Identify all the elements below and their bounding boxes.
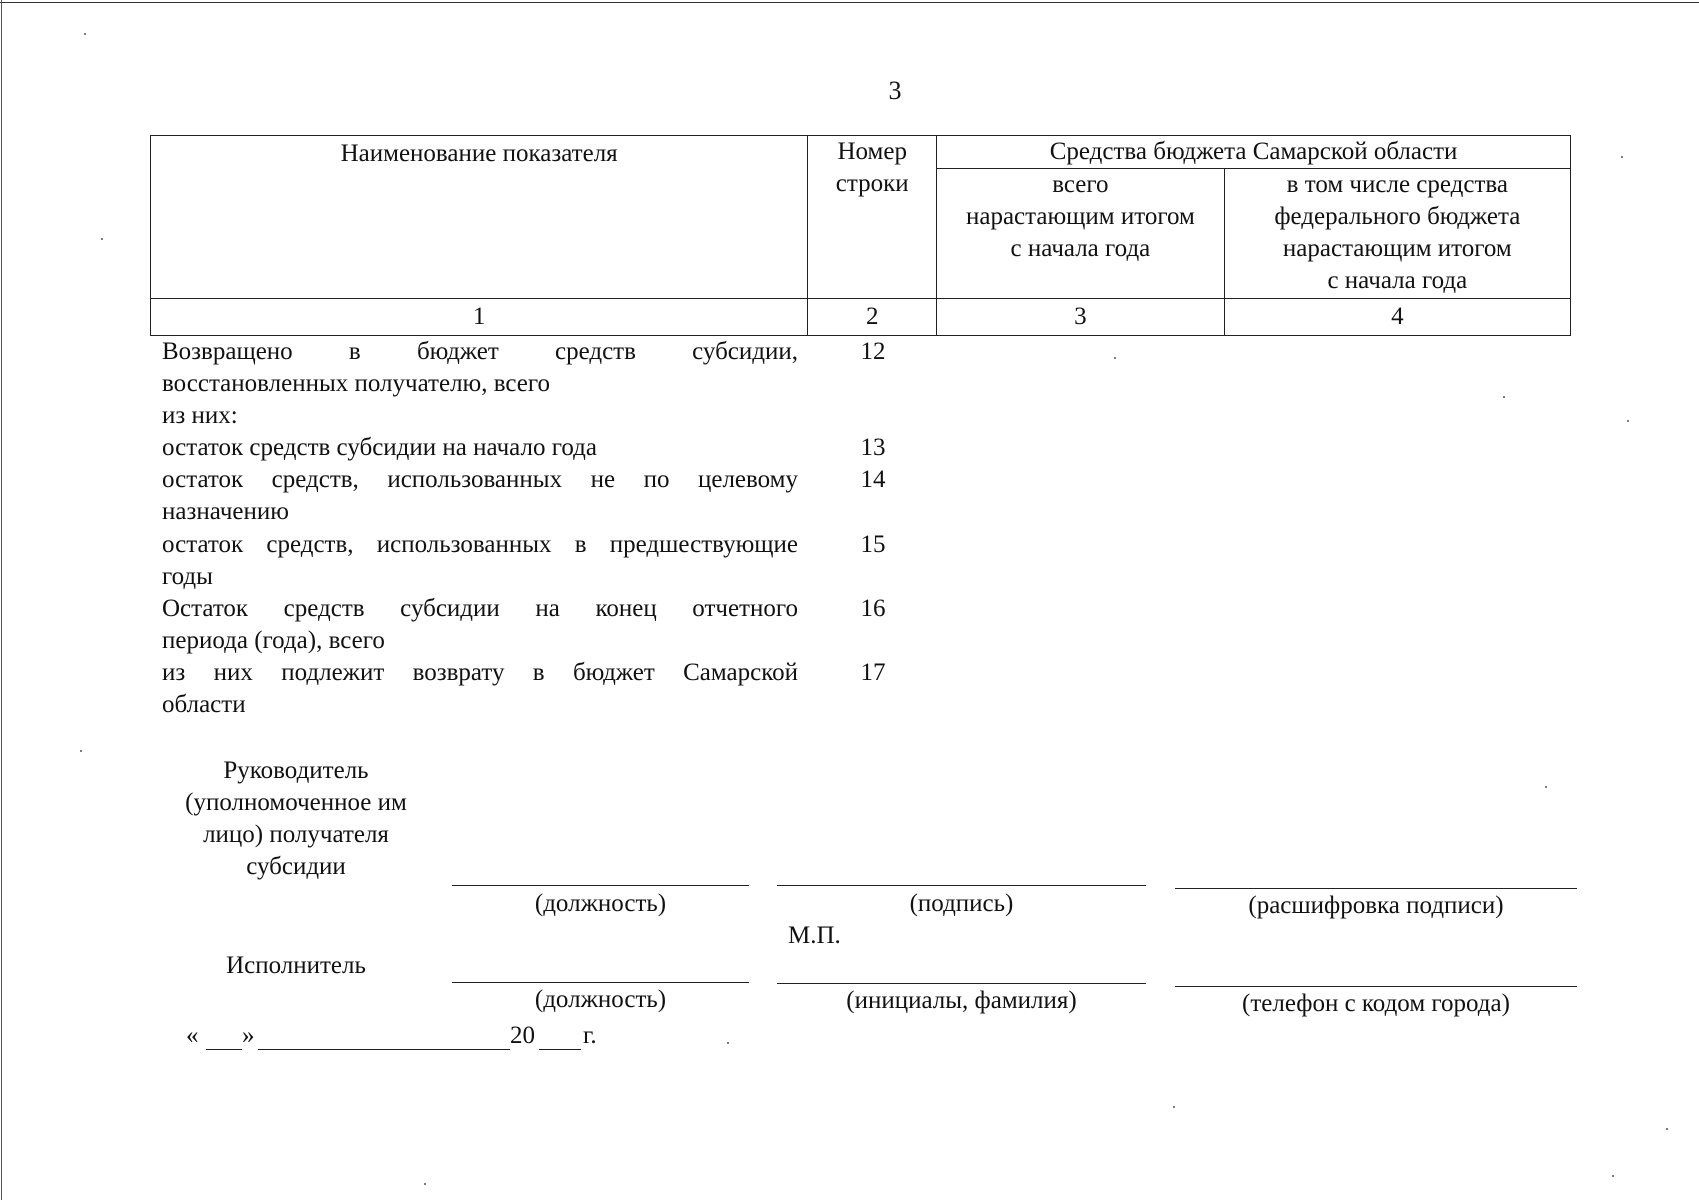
header-total-line3: с начала года — [1010, 235, 1151, 263]
head-title-line4: субсидии — [246, 853, 346, 880]
row-number: 14 — [860, 466, 886, 493]
scan-speck — [84, 33, 86, 35]
table-row — [162, 464, 886, 528]
row-number: 16 — [860, 595, 886, 622]
table-row — [162, 336, 886, 400]
scan-speck — [1621, 156, 1623, 158]
table-row — [162, 529, 886, 593]
scan-speck — [727, 1042, 729, 1044]
column-number-3: 3 — [937, 299, 1225, 336]
decoding-signature-line — [1175, 888, 1577, 889]
row-label-line1: из них подлежит возврату в бюджет Самарской — [162, 659, 798, 686]
row-label-line1: остаток средств, использованных не по целевому — [162, 466, 798, 493]
stamp-mark: М.П. — [788, 922, 841, 949]
scan-speck — [1173, 1106, 1175, 1108]
signature-line — [777, 885, 1146, 886]
header-total-line2: нарастающим итогом — [965, 203, 1195, 231]
header-total — [937, 169, 1225, 299]
date-year-prefix: 20 — [510, 1022, 535, 1049]
table-row — [162, 400, 798, 432]
header-row-number-line1: Номер — [837, 138, 907, 165]
scan-speck — [1114, 357, 1116, 359]
header-indicator-name: Наименование показателя — [151, 136, 808, 299]
row-label-line2: назначению — [162, 498, 289, 525]
header-total-line1: всего — [1052, 171, 1109, 199]
column-number-4: 4 — [1224, 299, 1570, 336]
date-close-quote: » — [242, 1022, 255, 1049]
scan-speck — [1627, 420, 1629, 422]
table-row — [162, 593, 886, 657]
row-number: 12 — [860, 338, 886, 365]
header-federal-line3: нарастающим итогом — [1282, 235, 1512, 263]
position-signature-line — [452, 885, 749, 886]
column-number-1: 1 — [151, 299, 808, 336]
scan-speck — [101, 238, 103, 240]
scan-speck — [1503, 396, 1505, 398]
date-open-quote: « — [186, 1022, 199, 1049]
header-budget-group: Средства бюджета Самарской области — [937, 136, 1571, 169]
date-day-blank — [206, 1049, 242, 1050]
table-row — [162, 657, 886, 721]
header-federal-line1: в том числе средства — [1286, 171, 1508, 199]
header-federal-line4: с начала года — [1327, 267, 1468, 295]
executor-phone-line — [1175, 986, 1577, 987]
row-label-line1: остаток средств субсидии на начало года — [162, 434, 597, 461]
decoding-caption: (расшифровка подписи) — [1248, 892, 1504, 919]
executor-position-line — [452, 982, 749, 983]
table-row — [162, 432, 886, 464]
row-number: 15 — [860, 531, 886, 558]
header-table — [150, 135, 1571, 336]
date-month-blank — [258, 1049, 510, 1050]
date-year-blank — [539, 1049, 581, 1050]
scan-speck — [1666, 1128, 1668, 1130]
date-year-suffix: г. — [583, 1022, 597, 1049]
row-label-line1: Возвращено в бюджет средств субсидии, — [162, 338, 798, 365]
position-caption: (должность) — [534, 890, 667, 917]
scan-speck — [1545, 786, 1547, 788]
row-label-line2: периода (года), всего — [162, 627, 385, 654]
executor-title: Исполнитель — [226, 952, 366, 979]
scan-speck — [1612, 1175, 1614, 1177]
head-title-line3: лицо) получателя — [203, 821, 389, 848]
phone-caption: (телефон с кодом города) — [1242, 990, 1510, 1017]
page-edge-left — [1, 0, 2, 1200]
row-label-line1: Остаток средств субсидии на конец отчетного — [162, 595, 798, 622]
header-row-number-line2: строки — [835, 170, 909, 197]
row-number: 13 — [860, 434, 886, 461]
scan-speck — [424, 1183, 426, 1185]
row-label-line1: из них: — [162, 402, 238, 429]
page-number: 3 — [888, 76, 902, 105]
row-label-line2: восстановленных получателю, всего — [162, 370, 551, 397]
executor-initials-line — [777, 983, 1146, 984]
page-edge-top — [0, 2, 1699, 3]
initials-caption: (инициалы, фамилия) — [846, 987, 1077, 1014]
header-federal-line2: федерального бюджета — [1274, 203, 1521, 231]
row-label-line2: области — [162, 691, 246, 718]
row-label-line2: годы — [162, 563, 213, 590]
column-number-2: 2 — [808, 299, 937, 336]
row-label-line1: остаток средств, использованных в предшествующие — [162, 531, 798, 558]
row-number: 17 — [860, 659, 886, 686]
scan-speck — [80, 750, 82, 752]
header-federal — [1224, 169, 1570, 299]
head-title — [158, 755, 434, 883]
head-title-line2: (уполномоченное им — [185, 789, 407, 816]
executor-position-caption: (должность) — [534, 986, 667, 1013]
signature-caption: (подпись) — [909, 890, 1014, 917]
head-title-line1: Руководитель — [223, 757, 369, 784]
header-row-number — [808, 136, 937, 299]
